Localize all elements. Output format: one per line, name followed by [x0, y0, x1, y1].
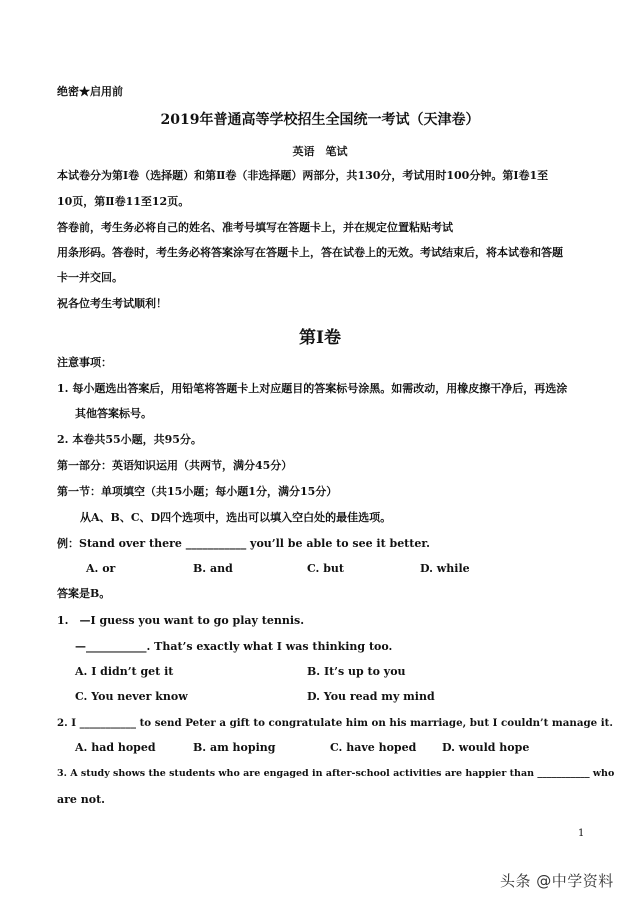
question-1-option-b: B. It’s up to you	[307, 665, 406, 678]
exam-title: 2019年普通高等学校招生全国统一考试（天津卷）	[160, 112, 480, 128]
watermark: 头条 @中学资料	[500, 872, 614, 890]
question-1-option-c: C. You never know	[75, 690, 188, 703]
question-3-line-2: are not.	[57, 793, 105, 806]
question-2-stem: 2. I ___________ to send Peter a gift to congratulate him on his marriage, but I couldn’t manage it.	[57, 717, 613, 729]
question-2-option-c: C. have hoped	[330, 741, 417, 754]
example-option-c: C. but	[307, 562, 344, 575]
question-1-line-1: 1. —I guess you want to go play tennis.	[57, 614, 305, 627]
section1-heading: 第一节：单项填空（共15小题；每小题1分，满分15分）	[57, 485, 338, 498]
question-2-option-a: A. had hoped	[75, 741, 156, 754]
exam-subtitle: 英语 笔试	[292, 145, 348, 158]
question-3-line-1: 3. A study shows the students who are engaged in after-school activities are happier than ___________ who	[57, 768, 615, 779]
note-item-2: 2. 本卷共55小题，共95分。	[57, 433, 202, 446]
question-1-line-2: —___________. That’s exactly what I was thinking too.	[75, 640, 393, 653]
example-option-b: B. and	[193, 562, 233, 575]
example-option-d: D. while	[420, 562, 470, 575]
question-1-option-d: D. You read my mind	[307, 690, 435, 703]
notes-heading: 注意事项：	[57, 356, 112, 369]
part1-heading: 第一部分：英语知识运用（共两节，满分45分）	[57, 459, 293, 472]
intro-line-5: 卡一并交回。	[57, 271, 123, 284]
note-item-1-cont: 其他答案标号。	[75, 407, 152, 420]
question-1-option-a: A. I didn’t get it	[75, 665, 174, 678]
intro-line-3: 答卷前，考生务必将自己的姓名、准考号填写在答题卡上，并在规定位置粘贴考试	[57, 221, 453, 234]
intro-line-1: 本试卷分为第Ⅰ卷（选择题）和第Ⅱ卷（非选择题）两部分，共130分，考试用时100分钟。第Ⅰ卷1至	[57, 169, 549, 182]
intro-line-2: 10页，第Ⅱ卷11至12页。	[57, 195, 190, 208]
intro-line-6: 祝各位考生考试顺利！	[57, 297, 167, 310]
example-option-a: A. or	[86, 562, 116, 575]
intro-line-4: 用条形码。答卷时，考生务必将答案涂写在答题卡上，答在试卷上的无效。考试结束后，将本试卷和答题	[57, 246, 563, 259]
section-title: 第I卷	[299, 328, 341, 348]
question-2-option-d: D. would hope	[442, 741, 530, 754]
note-item-1: 1. 每小题选出答案后，用铅笔将答题卡上对应题目的答案标号涂黑。如需改动，用橡皮擦干净后，再选涂	[57, 382, 568, 395]
example-stem: 例：Stand over there ___________ you’ll be able to see it better.	[57, 537, 430, 550]
page-number: 1	[578, 828, 585, 839]
secret-mark: 绝密★启用前	[57, 85, 123, 98]
example-answer: 答案是B。	[57, 587, 111, 600]
instruction: 从A、B、C、D四个选项中，选出可以填入空白处的最佳选项。	[80, 511, 392, 524]
question-2-option-b: B. am hoping	[193, 741, 276, 754]
